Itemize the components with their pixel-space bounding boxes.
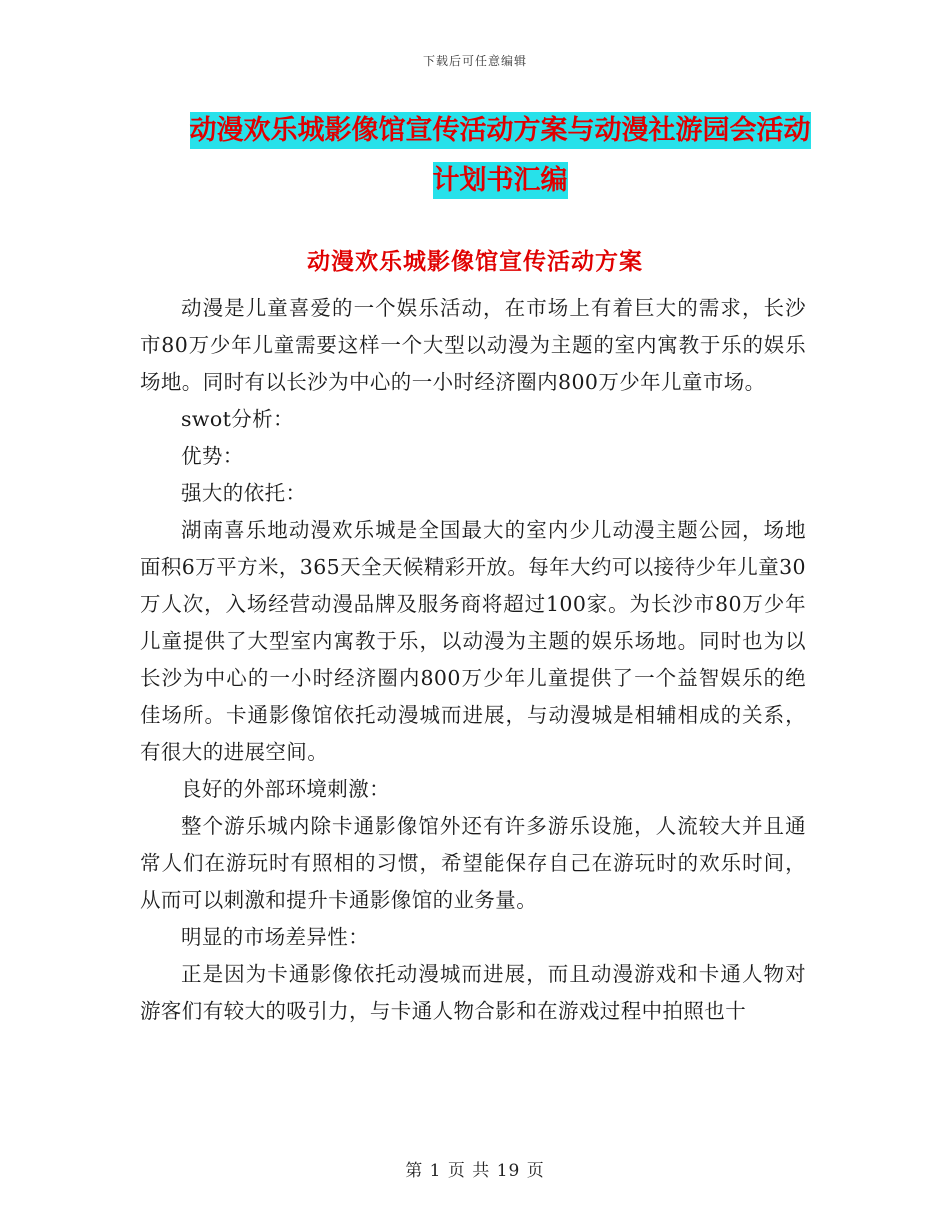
section-title: 动漫欢乐城影像馆宣传活动方案 [307, 249, 643, 275]
page-footer: 第 1 页 共 19 页 [405, 1161, 545, 1181]
paragraph-intro: 动漫是儿童喜爱的一个娱乐活动，在市场上有着巨大的需求，长沙市80万少年儿童需要这样一个大型以动漫为主题的室内寓教于乐的娱乐场地。同时有以长沙为中心的一小时经济圈内800万少年儿童市场。 [140, 296, 806, 394]
paragraph-environment-body: 整个游乐城内除卡通影像馆外还有许多游乐设施，人流较大并且通常人们在游玩时有照相的习惯，希望能保存自己在游玩时的欢乐时间，从而可以刺激和提升卡通影像馆的业务量。 [140, 814, 806, 912]
header-note: 下载后可任意编辑 [422, 54, 527, 68]
paragraph-support-heading: 强大的依托： [181, 481, 307, 505]
paragraph-swot-heading: swot分析： [181, 407, 294, 431]
title-line-1: 动漫欢乐城影像馆宣传活动方案与动漫社游园会活动 [190, 112, 811, 149]
paragraph-support-body: 湖南喜乐地动漫欢乐城是全国最大的室内少儿动漫主题公园，场地面积6万平方米，365天全天候精彩开放。每年大约可以接待少年儿童30万人次，入场经营动漫品牌及服务商将超过100家。为长沙市80万少年儿童提供了大型室内寓教于乐，以动漫为主题的娱乐场地。同时也为以长沙为中心的一小时经济圈内800万少年儿童提供了一个益智娱乐的绝佳场所。卡通影像馆依托动漫城而进展，与动漫城是相辅相成的关系，有很大的进展空间。 [140, 518, 806, 764]
paragraph-differentiation-body: 正是因为卡通影像依托动漫城而进展，而且动漫游戏和卡通人物对游客们有较大的吸引力，与卡通人物合影和在游戏过程中拍照也十 [140, 962, 806, 1023]
document-body [140, 290, 806, 1030]
paragraph-differentiation-heading: 明显的市场差异性： [181, 925, 370, 949]
paragraph-strengths-heading: 优势： [181, 444, 244, 468]
paragraph-environment-heading: 良好的外部环境刺激： [181, 777, 390, 801]
title-line-2: 计划书汇编 [433, 162, 568, 199]
document-title [140, 106, 860, 206]
